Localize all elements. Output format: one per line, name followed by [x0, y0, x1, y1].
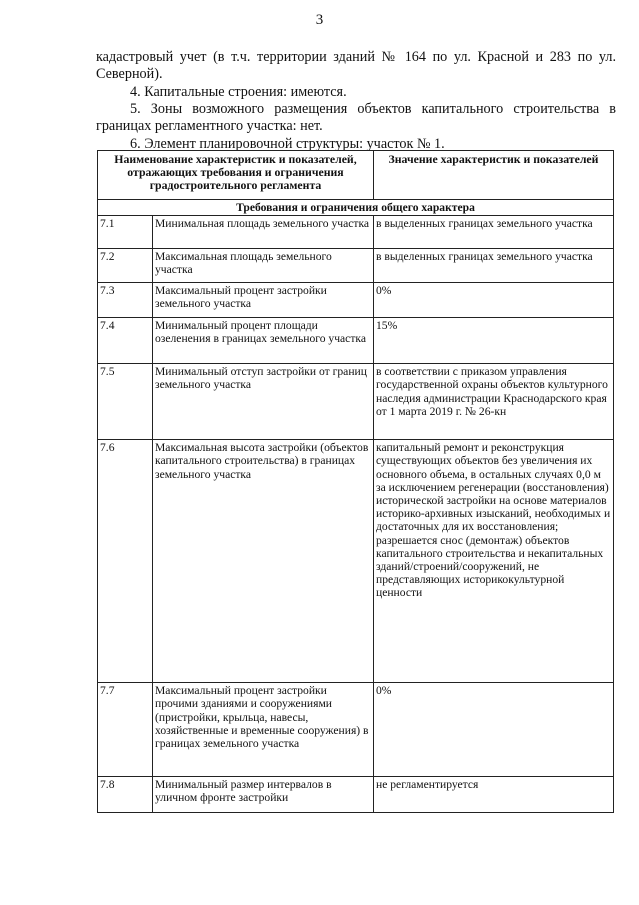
table-row: [98, 777, 614, 813]
row-name: Максимальная площадь земельного участка: [153, 249, 374, 283]
paragraph-item-4: 4. Капитальные строения: имеются.: [130, 84, 347, 100]
row-name: Минимальный размер интервалов в уличном фронте застройки: [153, 777, 374, 813]
row-name: Максимальный процент застройки прочими зданиями и сооружениями (пристройки, крыльца, навесы, хозяйственные и временные сооружения) в границах земельного участка: [153, 683, 374, 777]
row-number: 7.7: [98, 683, 153, 777]
row-value: 0%: [374, 683, 614, 777]
row-name: Минимальный процент площади озеленения в границах земельного участка: [153, 318, 374, 364]
row-number: 7.6: [98, 440, 153, 683]
row-value: в соответствии с приказом управления государственной охраны объектов культурного наследия администрации Краснодарского края от 1 марта 2019 г. № 26-кн: [374, 364, 614, 440]
table-row: [98, 249, 614, 283]
header-characteristics: Наименование характеристик и показателей, отражающих требования и ограничения градостроительного регламента: [98, 151, 374, 200]
paragraph-cadastral: кадастровый учет (в т.ч. территории зданий № 164 по ул. Красной и 283 по ул. Северной).: [96, 49, 616, 82]
row-number: 7.4: [98, 318, 153, 364]
table-row: [98, 440, 614, 683]
row-value: не регламентируется: [374, 777, 614, 813]
header-values: Значение характеристик и показателей: [374, 151, 614, 200]
page-number: 3: [315, 12, 324, 28]
table-header-row: [98, 151, 614, 200]
section-title: Требования и ограничения общего характера: [98, 200, 614, 216]
regulation-table: [97, 150, 614, 813]
table-row: [98, 216, 614, 249]
table-row: [98, 683, 614, 777]
row-value: капитальный ремонт и реконструкция существующих объектов без увеличения их основного объема, в остальных случаях 0,0 м за исключением регенерации (восстановления) исторической застройки на основе материалов историко-архивных изысканий, необходимых и достаточных для их восстановления; разрешается снос (демонтаж) объектов капитального строительства и некапитальных зданий/строений/сооружений, не представляющих историкокультурной ценности: [374, 440, 614, 683]
row-value: 0%: [374, 283, 614, 318]
row-name: Максимальный процент застройки земельного участка: [153, 283, 374, 318]
row-value: в выделенных границах земельного участка: [374, 216, 614, 249]
paragraph-item-6: 6. Элемент планировочной структуры: участок № 1.: [130, 136, 445, 152]
table-row: [98, 364, 614, 440]
row-number: 7.1: [98, 216, 153, 249]
row-name: Максимальная высота застройки (объектов капитального строительства) в границах земельного участка: [153, 440, 374, 683]
section-header-row: [98, 200, 614, 216]
row-number: 7.5: [98, 364, 153, 440]
table-row: [98, 283, 614, 318]
row-number: 7.2: [98, 249, 153, 283]
paragraph-item-5: 5. Зоны возможного размещения объектов капитального строительства в границах регламентного участка: нет.: [96, 101, 616, 134]
row-number: 7.8: [98, 777, 153, 813]
row-number: 7.3: [98, 283, 153, 318]
row-value: в выделенных границах земельного участка: [374, 249, 614, 283]
table-row: [98, 318, 614, 364]
row-value: 15%: [374, 318, 614, 364]
row-name: Минимальная площадь земельного участка: [153, 216, 374, 249]
row-name: Минимальный отступ застройки от границ земельного участка: [153, 364, 374, 440]
